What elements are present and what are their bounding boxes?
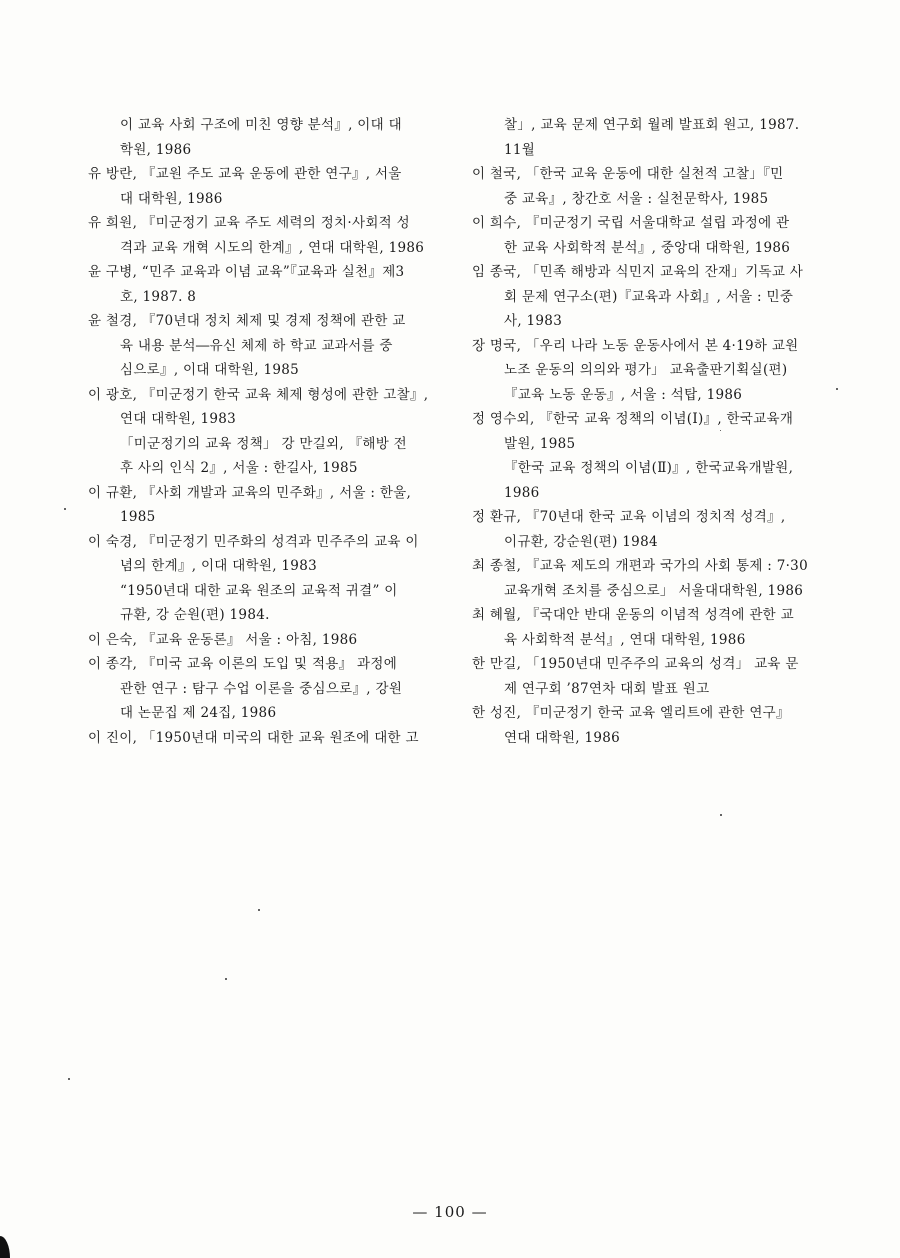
right-column-line: 회 문제 연구소(편)『교육과 사회』, 서울 : 민중 <box>504 288 794 305</box>
left-column-line: 연대 대학원, 1983 <box>120 411 237 427</box>
right-column-line: 1986 <box>504 484 540 501</box>
left-column-line: 격과 교육 개혁 시도의 한계』, 연대 대학원, 1986 <box>120 239 425 256</box>
right-column-line: 이규환, 강순원(편) 1984 <box>504 533 658 550</box>
left-column-line: 이 교육 사회 구조에 미친 영향 분석』, 이대 대 <box>120 117 402 133</box>
right-column-line: 최 종철, 『교육 제도의 개편과 국가의 사회 통제 : 7·30 <box>472 558 808 574</box>
right-column-line: 발원, 1985 <box>504 435 576 452</box>
right-column-line: 정 영수외, 『한국 교육 정책의 이념(Ⅰ)』, 한국교육개 <box>472 411 794 427</box>
left-column-line: 이 종각, 『미국 교육 이론의 도입 및 적용』 과정에 <box>88 656 398 672</box>
right-column-line: 육 사회학적 분석』, 연대 대학원, 1986 <box>504 631 746 648</box>
left-column-line: 윤 철경, 『70년대 정치 체제 및 경제 정책에 관한 교 <box>88 313 406 329</box>
scan-edge-mark <box>0 1236 10 1258</box>
right-column-line: 한 만길, 「1950년대 민주주의 교육의 성격」 교육 문 <box>472 656 799 672</box>
left-column-line: 심으로』, 이대 대학원, 1985 <box>120 362 300 378</box>
left-column-line: 이 규환, 『사회 개발과 교육의 민주화』, 서울 : 한울, <box>88 484 412 501</box>
left-column-line: 학원, 1986 <box>120 141 192 158</box>
scan-speck <box>720 430 721 431</box>
right-column-line: 『한국 교육 정책의 이념(Ⅱ)』, 한국교육개발원, <box>504 460 794 476</box>
scan-speck <box>225 978 227 980</box>
left-column-line: 관한 연구 : 탐구 수업 이론을 중심으로』, 강원 <box>120 680 403 697</box>
left-column-line: 후 사의 인식 2』, 서울 : 한길사, 1985 <box>120 460 358 476</box>
right-column-line: 연대 대학원, 1986 <box>504 729 621 746</box>
right-column-line: 장 명국, 「우리 나라 노동 운동사에서 본 4·19하 교원 <box>472 337 799 354</box>
scan-speck <box>720 814 722 816</box>
left-column-line: 대 대학원, 1986 <box>120 190 223 207</box>
right-column-line: 제 연구회 ’87연차 대회 발표 원고 <box>504 680 710 697</box>
right-column-line: 찰」, 교육 문제 연구회 월례 발표회 원고, 1987. <box>504 117 800 133</box>
left-column-line: 「미군정기의 교육 정책」 강 만길외, 『해방 전 <box>120 435 407 452</box>
left-column-line: 이 진이, 「1950년대 미국의 대한 교육 원조에 대한 고 <box>88 729 419 746</box>
right-column-line: 정 환규, 『70년대 한국 교육 이념의 정치적 성격』, <box>472 509 786 525</box>
right-column-line: 임 종국, 「민족 해방과 식민지 교육의 잔재」기독교 사 <box>472 264 804 280</box>
left-column-line: 윤 구병, “민주 교육과 이념 교육”『교육과 실천』제3 <box>88 264 405 280</box>
left-column-line: 육 내용 분석―유신 체제 하 학교 교과서를 중 <box>120 337 393 354</box>
right-column-line: 교육개혁 조치를 중심으로」 서울대대학원, 1986 <box>504 582 804 599</box>
right-column-line: 중 교육』, 창간호 서울 : 실천문학사, 1985 <box>504 190 769 207</box>
right-column-line: 한 교육 사회학적 분석』, 중앙대 대학원, 1986 <box>504 239 791 256</box>
right-column-line: 『교육 노동 운동』, 서울 : 석탑, 1986 <box>504 386 743 403</box>
right-column-line: 한 성진, 『미군정기 한국 교육 엘리트에 관한 연구』 <box>472 705 790 721</box>
left-column-line: 유 희원, 『미군정기 교육 주도 세력의 정치·사회적 성 <box>88 215 410 231</box>
left-column-line: 1985 <box>120 509 156 525</box>
left-column-line: 념의 한계』, 이대 대학원, 1983 <box>120 558 317 574</box>
right-column <box>472 113 832 750</box>
right-column-line: 노조 운동의 의의와 평가」 교육출판기획실(편) <box>504 362 788 378</box>
scan-speck <box>258 909 260 911</box>
left-column-line: 이 숙경, 『미군정기 민주화의 성격과 민주주의 교육 이 <box>88 533 419 550</box>
left-column-line: 대 논문집 제 24집, 1986 <box>120 705 277 721</box>
left-column-line: 호, 1987. 8 <box>120 288 197 305</box>
right-column-line: 11월 <box>504 141 536 158</box>
left-column-line: 이 광호, 『미군정기 한국 교육 체제 형성에 관한 고찰』, <box>88 386 429 403</box>
left-column-line: 이 은숙, 『교육 운동론』 서울 : 아침, 1986 <box>88 631 358 648</box>
left-column <box>88 113 440 750</box>
right-column-line: 최 혜월, 『국대안 반대 운동의 이념적 성격에 관한 교 <box>472 607 794 623</box>
scan-speck <box>836 388 838 390</box>
scan-speck <box>68 1078 70 1080</box>
page-number: — 100 — <box>412 1203 488 1221</box>
right-column-line: 사, 1983 <box>504 313 563 329</box>
left-column-line: 규환, 강 순원(편) 1984. <box>120 607 270 623</box>
scan-speck <box>64 508 66 510</box>
left-column-line: 유 방란, 『교원 주도 교육 운동에 관한 연구』, 서울 <box>88 166 402 182</box>
left-column-line: “1950년대 대한 교육 원조의 교육적 귀결” 이 <box>120 582 398 599</box>
right-column-line: 이 희수, 『미군정기 국립 서울대학교 설립 과정에 관 <box>472 215 790 231</box>
right-column-line: 이 철국, 「한국 교육 운동에 대한 실천적 고찰」『민 <box>472 166 784 182</box>
